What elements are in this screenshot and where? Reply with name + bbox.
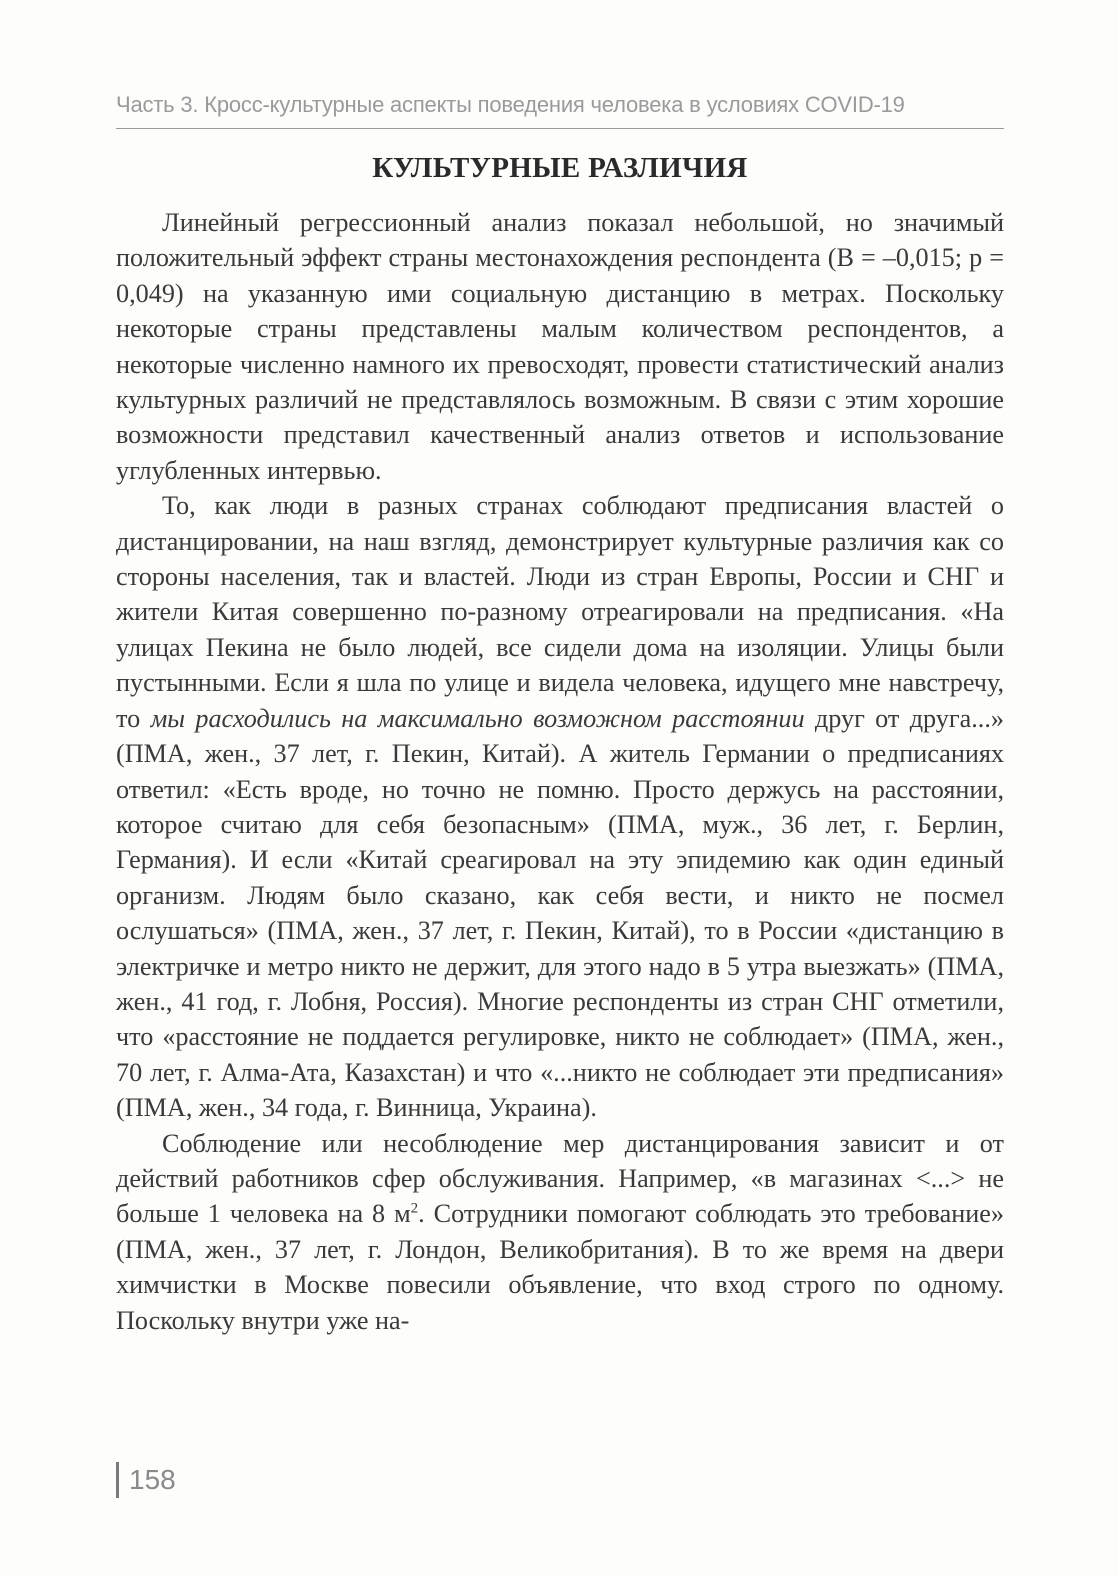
paragraph-2 bbox=[116, 488, 1004, 1125]
running-head: Часть 3. Кросс-культурные аспекты поведения человека в условиях COVID-19 bbox=[116, 92, 905, 117]
page-number: 158 bbox=[129, 1464, 176, 1495]
paragraph-3 bbox=[116, 1126, 1004, 1338]
folio-bar bbox=[116, 1462, 119, 1498]
section-title: КУЛЬТУРНЫЕ РАЗЛИЧИЯ bbox=[372, 152, 748, 184]
paragraph-2-part-1: То, как люди в разных странах соблюдают предписания властей о дистанцировании, на наш взгляд, демонстрирует культурные различия как со стороны населения, так и властей. Люди из стран Европы, России и СНГ и жители Китая совершенно по-разному отреагировали на предписания. «На улицах Пекина не было людей, все сидели дома на изоляции. Улицы были пустынными. Если я шла по улице и видела человека, идущего мне навстречу, то bbox=[116, 491, 1004, 733]
paragraph-3-part-1: Соблюдение или несоблюдение мер дистанцирования зависит и от действий работников сфер обслуживания. Например, «в магазинах <...> не больше 1 человека на 8 м bbox=[116, 1128, 1004, 1229]
header-rule bbox=[116, 128, 1004, 129]
paragraph-2-emphasis: мы расходились на максимально возможном расстоянии bbox=[150, 703, 805, 733]
paragraph-2-part-2: друг от друга...» (ПМА, жен., 37 лет, г. Пекин, Китай). А житель Германии о предписаниях ответил: «Есть вроде, но точно не помню. Просто держусь на расстоянии, которое считаю для себя безопасным» (ПМА, муж., 36 лет, г. Берлин, Германия). И если «Китай среагировал на эту эпидемию как один единый организм. Людям было сказано, как себя вести, и никто не посмел ослушаться» (ПМА, жен., 37 лет, г. Пекин, Китай), то в России «дистанцию в электричке и метро никто не держит, для этого надо в 5 утра выезжать» (ПМА, жен., 41 год, г. Лобня, Россия). Многие респонденты из стран СНГ отметили, что «расстояние не поддается регулировке, никто не соблюдает» (ПМА, жен., 70 лет, г. Алма-Ата, Казахстан) и что «...никто не соблюдает эти предписания» (ПМА, жен., 34 года, г. Винница, Украина). bbox=[116, 703, 1004, 1123]
paragraph-3-part-2: . Сотрудники помогают соблюдать это требование» (ПМА, жен., 37 лет, г. Лондон, Великобритания). В то же время на двери химчистки в Москве повесили объявление, что вход строго по одному. Поскольку внутри уже на- bbox=[116, 1199, 1004, 1335]
paragraph-1: Линейный регрессионный анализ показал небольшой, но значимый положительный эффект страны местонахождения респондента (B = –0,015; p = 0,049) на указанную ими социальную дистанцию в метрах. Поскольку некоторые страны представлены малым количеством респондентов, а некоторые численно намного их превосходят, провести статистический анализ культурных различий не представлялось возможным. В связи с этим хорошие возможности представил качественный анализ ответов и использование углубленных интервью. bbox=[116, 208, 1004, 485]
folio bbox=[116, 1462, 176, 1498]
paragraph-3-superscript: 2 bbox=[410, 1200, 419, 1217]
body-text bbox=[116, 205, 1004, 1338]
